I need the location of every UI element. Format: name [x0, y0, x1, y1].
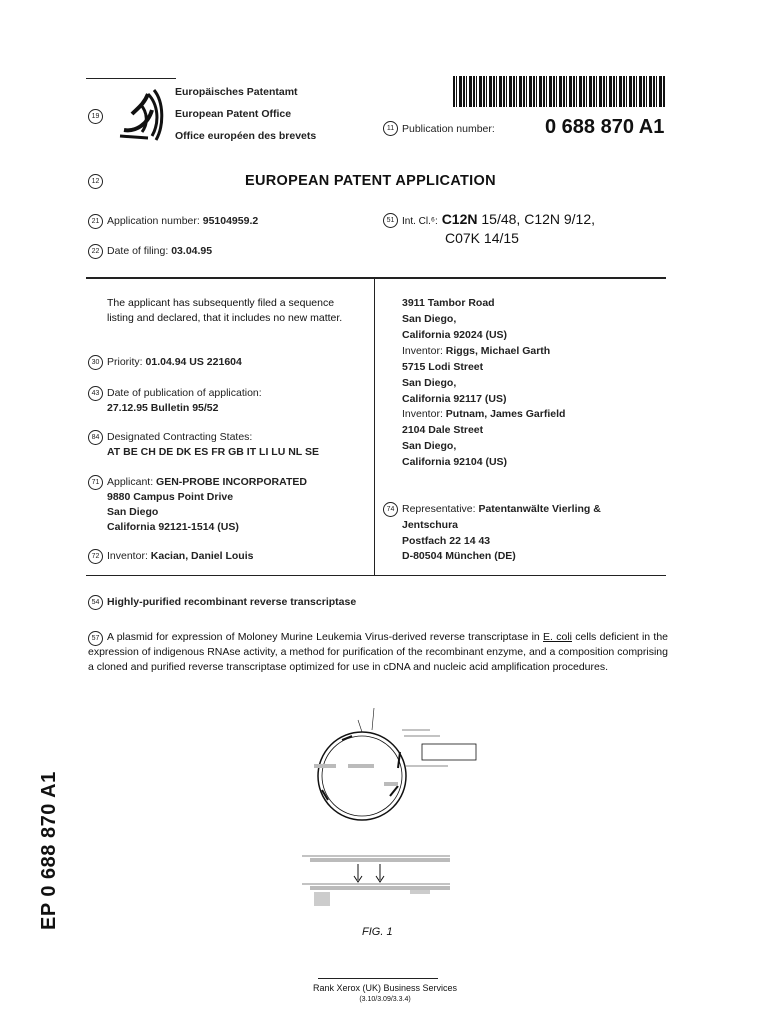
- invention-title: Highly-purified recombinant reverse transcriptase: [107, 596, 357, 608]
- inventor-name: Kacian, Daniel Louis: [150, 550, 254, 562]
- inventor2-line: [402, 345, 550, 357]
- rep-line: [402, 503, 601, 515]
- states-label: Designated Contracting States:: [107, 431, 253, 443]
- app-label: Application number:: [107, 215, 200, 227]
- header-top-rule: [86, 78, 176, 79]
- inventor2-name: Riggs, Michael Garth: [445, 345, 551, 357]
- r-addr3: California 92024 (US): [402, 329, 508, 341]
- barcode: [453, 76, 666, 107]
- int-cl-1b: 15/48,: [481, 211, 521, 227]
- inid-19: 19: [88, 109, 103, 124]
- inv2-addr3: California 92117 (US): [402, 393, 507, 405]
- r-addr2: San Diego,: [402, 313, 457, 325]
- rep-addr2: D-80504 München (DE): [402, 550, 516, 562]
- pub-number: 0 688 870 A1: [545, 116, 665, 138]
- inid-30: 30: [88, 355, 103, 370]
- r-addr1: 3911 Tambor Road: [402, 297, 495, 309]
- inv3-addr2: San Diego,: [402, 440, 457, 452]
- abstract-part-b: cells deficient in the expression of indigenous RNAse activity, a method for purification of the recombinant enzyme, and a composition comprising a cloned and purified reverse transcriptase optimized for use in cDNA and nucleic acid amplification procedures.: [88, 631, 669, 673]
- inid-51: 51: [383, 213, 398, 228]
- inid-74: 74: [383, 502, 398, 517]
- filing-date: 03.04.95: [171, 245, 213, 257]
- footer-line2: (3.10/3.09/3.3.4): [359, 996, 411, 1003]
- inv2-addr1: 5715 Lodi Street: [402, 361, 484, 373]
- rep-addr1: Postfach 22 14 43: [402, 535, 491, 547]
- applicant-line: [107, 476, 307, 488]
- inventor3-name: Putnam, James Garfield: [445, 408, 566, 420]
- abstract-text: [88, 630, 668, 675]
- inv2-addr2: San Diego,: [402, 377, 457, 389]
- int-cl-label: Int. Cl.⁶:: [402, 216, 438, 227]
- inventor2-label: Inventor:: [402, 345, 443, 357]
- int-cl-line2: C07K 14/15: [445, 230, 519, 246]
- pubdate-label: Date of publication of application:: [107, 387, 262, 399]
- inv3-addr3: California 92104 (US): [402, 456, 508, 468]
- abstract-ecoli: E. coli: [543, 631, 572, 643]
- inv3-addr1: 2104 Dale Street: [402, 424, 484, 436]
- applicant-addr3: California 92121-1514 (US): [107, 521, 239, 533]
- filing-line: [107, 245, 212, 257]
- priority-line: [107, 356, 242, 368]
- app-number: 95104959.2: [202, 215, 259, 227]
- inid-54: 54: [88, 595, 103, 610]
- office-fr: Office européen des brevets: [175, 130, 317, 142]
- pub-number-label: Publication number:: [402, 123, 495, 135]
- inid-11: 11: [383, 121, 398, 136]
- inid-21: 21: [88, 214, 103, 229]
- section-rule-bottom: [86, 575, 666, 576]
- inventor3-label: Inventor:: [402, 408, 443, 420]
- inid-12: 12: [88, 174, 103, 189]
- int-cl-line1: [402, 211, 595, 227]
- inventor3-line: [402, 408, 565, 420]
- office-en: European Patent Office: [175, 108, 292, 120]
- office-de: Europäisches Patentamt: [175, 86, 298, 98]
- figure-caption: FIG. 1: [362, 926, 393, 938]
- abstract-part-a: A plasmid for expression of Moloney Murine Leukemia Virus-derived reverse transcriptase in: [107, 631, 544, 643]
- int-cl-1c: C12N 9/12,: [524, 211, 596, 227]
- priority-label: Priority:: [107, 356, 143, 368]
- applicant-label: Applicant:: [107, 476, 154, 488]
- inid-71: 71: [88, 475, 103, 490]
- inid-57: 57: [88, 631, 103, 646]
- rep-label: Representative:: [402, 503, 476, 515]
- inid-84: 84: [88, 430, 103, 445]
- inid-72: 72: [88, 549, 103, 564]
- inid-43: 43: [88, 386, 103, 401]
- rep-name: Patentanwälte Vierling &: [478, 503, 601, 515]
- inventor-line: [107, 550, 253, 562]
- doc-type: EUROPEAN PATENT APPLICATION: [245, 173, 496, 189]
- sidebar-text: EP 0 688 870 A1: [38, 771, 60, 930]
- applicant-name: GEN-PROBE INCORPORATED: [156, 476, 307, 488]
- applicant-addr1: 9880 Campus Point Drive: [107, 491, 234, 503]
- sequence-note: The applicant has subsequently filed a sequence listing and declared, that it includes no new matter.: [107, 297, 343, 324]
- sidebar-pub-number: [30, 771, 70, 930]
- inventor-label: Inventor:: [107, 550, 148, 562]
- column-divider: [374, 279, 375, 575]
- section-rule: [86, 277, 666, 279]
- plasmid-figure: [280, 700, 480, 945]
- inid-22: 22: [88, 244, 103, 259]
- filing-label: Date of filing:: [107, 245, 169, 257]
- applicant-addr2: San Diego: [107, 506, 159, 518]
- states-value: AT BE CH DE DK ES FR GB IT LI LU NL SE: [107, 446, 319, 458]
- pubdate-value: 27.12.95 Bulletin 95/52: [107, 402, 219, 414]
- priority-value: 01.04.94 US 221604: [145, 356, 242, 368]
- rep-name2: Jentschura: [402, 519, 459, 531]
- int-cl-1a: C12N: [441, 211, 478, 227]
- epo-logo: [118, 86, 164, 142]
- app-number-line: [107, 215, 258, 227]
- footer-rule: [318, 978, 438, 979]
- footer-line1: Rank Xerox (UK) Business Services: [312, 983, 458, 993]
